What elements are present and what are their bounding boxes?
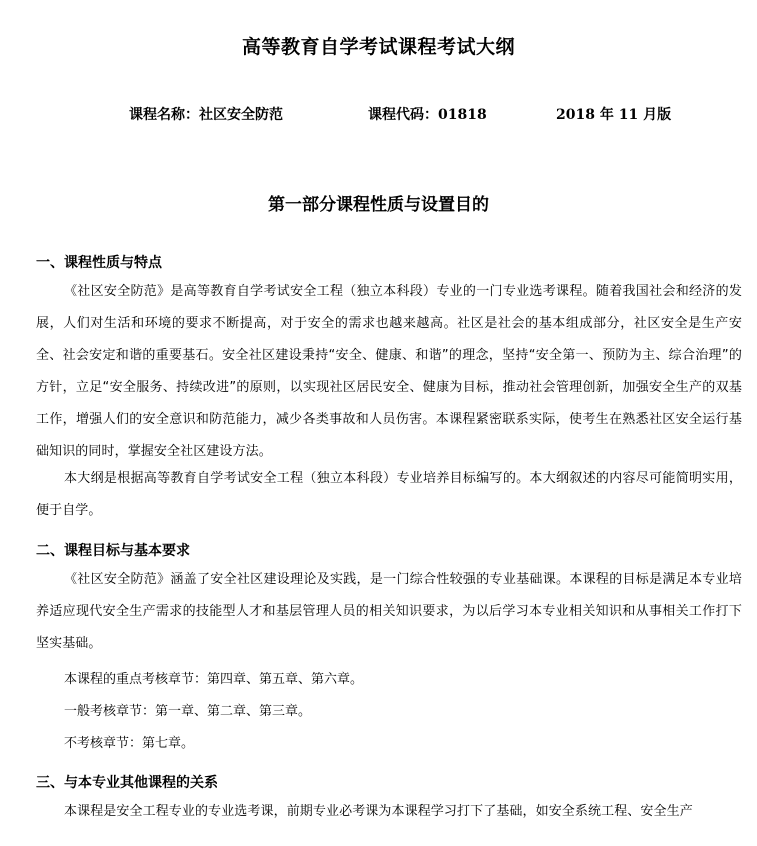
section-2-paragraph-1: 《社区安全防范》涵盖了安全社区建设理论及实践，是一门综合性较强的专业基础课。本课程的目标是满足本专业培养适应现代安全生产需求的技能型人才和基层管理人员的相关知识要求，为以后学习本专业相关知识和从事相关工作打下坚实基础。	[36, 572, 742, 651]
course-code: 课程代码：01818	[368, 107, 487, 123]
section-2-line-2: 一般考核章节：第一章、第二章、第三章。	[64, 704, 312, 719]
section-1-paragraph-1: 《社区安全防范》是高等教育自学考试安全工程（独立本科段）专业的一门专业选考课程。随着我国社会和经济的发展，人们对生活和环境的要求不断提高，对于安全的需求也越来越高。社区是社会的基本组成部分，社区安全是生产安全、社会安定和谐的重要基石。安全社区建设秉持“安全、健康、和谐”的理念，坚持“安全第一、预防为主、综合治理”的方针，立足“安全服务、持续改进”的原则，以实现社区居民安全、健康为目标，推动社会管理创新，加强安全生产的双基工作，增强人们的安全意识和防范能力，减少各类事故和人员伤害。本课程紧密联系实际，使考生在熟悉社区安全运行基础知识的同时，掌握安全社区建设方法。	[36, 284, 742, 459]
section-1-paragraph-2: 本大纲是根据高等教育自学考试安全工程（独立本科段）专业培养目标编写的。本大纲叙述的内容尽可能简明实用，便于自学。	[36, 471, 742, 518]
document-title: 高等教育自学考试课程考试大纲	[241, 36, 515, 58]
section-2-line-1: 本课程的重点考核章节：第四章、第五章、第六章。	[64, 672, 364, 687]
section-heading-3: 三、与本专业其他课程的关系	[36, 775, 218, 791]
part-title: 第一部分课程性质与设置目的	[268, 195, 489, 215]
edition-date: 2018 年 11 月版	[556, 107, 672, 123]
section-3-paragraph-1: 本课程是安全工程专业的专业选考课，前期专业必考课为本课程学习打下了基础，如安全系统工程、安全生产	[64, 804, 693, 819]
section-heading-1: 一、课程性质与特点	[36, 255, 162, 271]
section-heading-2: 二、课程目标与基本要求	[36, 543, 190, 559]
section-2-line-3: 不考核章节：第七章。	[64, 736, 195, 751]
course-name: 课程名称：社区安全防范	[129, 107, 283, 123]
